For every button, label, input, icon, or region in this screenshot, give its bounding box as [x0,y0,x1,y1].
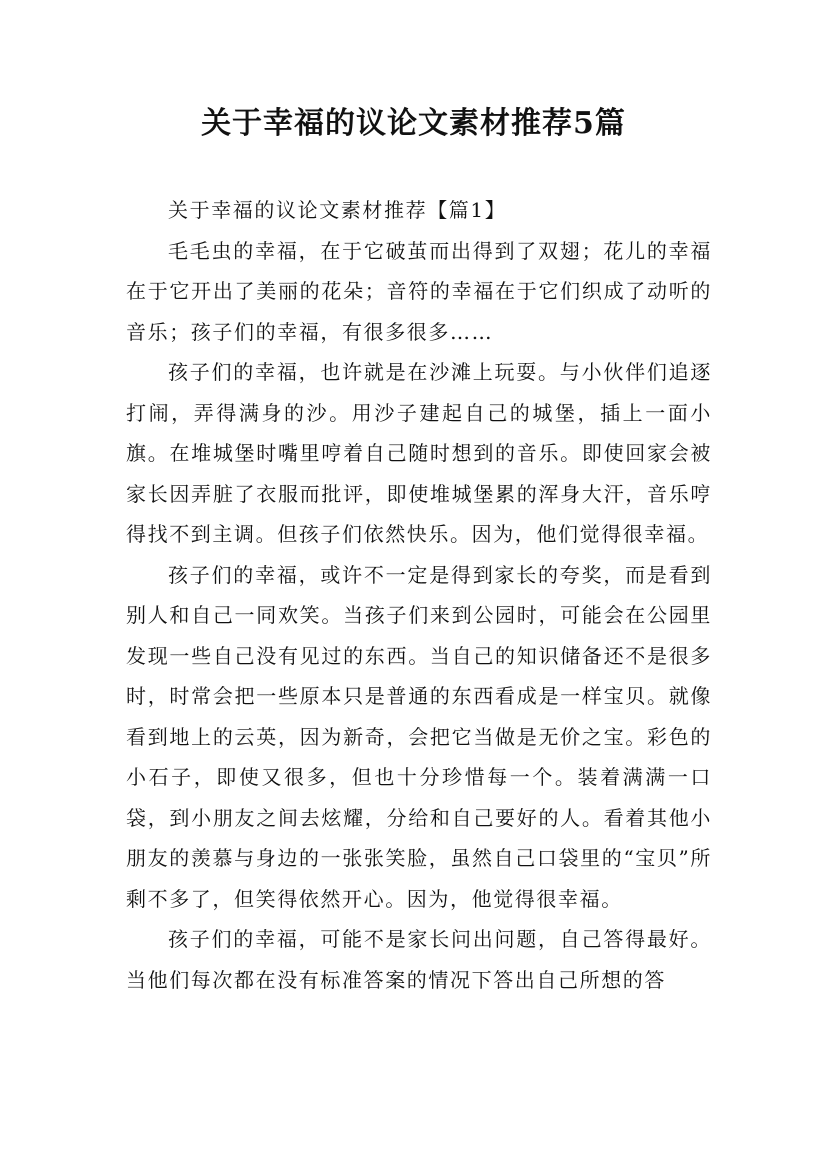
paragraph-3: 孩子们的幸福，或许不一定是得到家长的夸奖，而是看到别人和自己一同欢笑。当孩子们来到公园时，可能会在公园里发现一些自己没有见过的东西。当自己的知识储备还不是很多时，时常会把一些原本只是普通的东西看成是一样宝贝。就像看到地上的云英，因为新奇，会把它当做是无价之宝。彩色的小石子，即使又很多，但也十分珍惜每一个。装着满满一口袋，到小朋友之间去炫耀，分给和自己要好的人。看着其他小朋友的羡慕与身边的一张张笑脸，虽然自己口袋里的“宝贝”所剩不多了，但笑得依然开心。因为，他觉得很幸福。 [126,562,712,911]
section-heading: 关于幸福的议论文素材推荐【篇1】 [168,198,507,222]
document-body [126,190,712,1000]
document-title: 关于幸福的议论文素材推荐5篇 [201,106,626,141]
paragraph-2: 孩子们的幸福，也许就是在沙滩上玩耍。与小伙伴们追逐打闹，弄得满身的沙。用沙子建起自己的城堡，插上一面小旗。在堆城堡时嘴里哼着自己随时想到的音乐。即使回家会被家长因弄脏了衣服而批评，即使堆城堡累的浑身大汗，音乐哼得找不到主调。但孩子们依然快乐。因为，他们觉得很幸福。 [126,360,712,546]
paragraph-1: 毛毛虫的幸福，在于它破茧而出得到了双翅；花儿的幸福在于它开出了美丽的花朵；音符的幸福在于它们织成了动听的音乐；孩子们的幸福，有很多很多…… [126,238,712,344]
paragraph-4: 孩子们的幸福，可能不是家长问出问题，自己答得最好。当他们每次都在没有标准答案的情况下答出自己所想的答 [126,927,712,992]
